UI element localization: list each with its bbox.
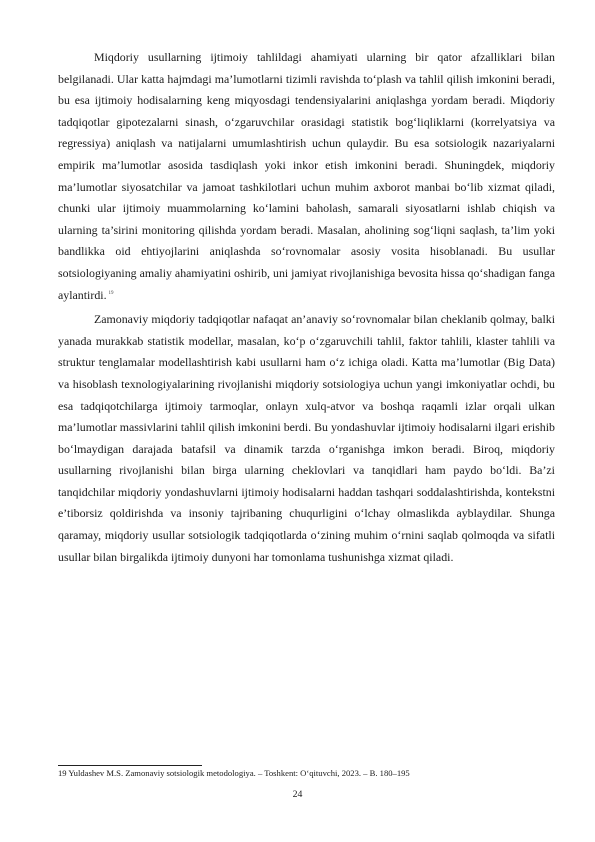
footnote-divider [58, 765, 202, 766]
page-number: 24 [292, 789, 303, 800]
paragraph-2 [58, 309, 555, 568]
footnote-reference[interactable]: 19 [108, 290, 114, 296]
paragraph-2-text: Zamonaviy miqdoriy tadqiqotlar nafaqat an’anaviy so‘rovnomalar bilan cheklanib qolmay, balki yanada murakkab statistik modellar, masalan, ko‘p o‘zgaruvchili tahlil, faktor tahlili, klaster tahlili va struktur tenglamalar modellashtirish kabi usullarni ham o‘z ichiga oladi. Katta ma’lumotlar (Big Data) va hisoblash texnologiyalarining rivojlanishi miqdoriy sotsiologiya uchun yangi imkoniyatlar ochdi, bu esa tadqiqotchilarga ijtimoiy tarmoqlar, onlayn xulq-atvor va boshqa raqamli izlar orqali ulkan ma’lumotlar massivlarini tahlil qilish imkonini berdi. Bu yondashuvlar ijtimoiy hodisalarni ilgari erishib bo‘lmaydigan darajada batafsil va dinamik tarzda o‘rganishga imkon beradi. Biroq, miqdoriy usullarning rivojlanishi bilan birga ularning cheklovlari va tanqidlari ham paydo bo‘ldi. Ba’zi tanqidchilar miqdoriy yondashuvlarni ijtimoiy hodisalarni haddan tashqari soddalashtirishda, kontekstni e’tiborsiz qoldirishda va insoniy tajribaning chuqurligini o‘lchay olmaslikda ayblaydilar. Shunga qaramay, miqdoriy usullar sotsiologik tadqiqotlarda o‘zining muhim o‘rnini saqlab qolmoqda va sifatli usullar bilan birgalikda ijtimoiy dunyoni har tomonlama tushunishga xizmat qiladi. [58, 312, 555, 564]
document-body [58, 47, 555, 568]
footnote-text: 19 Yuldashev M.S. Zamonaviy sotsiologik metodologiya. – Toshkent: O‘qituvchi, 2023. – B. 180–195 [58, 768, 410, 778]
paragraph-1-text: Miqdoriy usullarning ijtimoiy tahlildagi ahamiyati ularning bir qator afzalliklari bilan belgilanadi. Ular katta hajmdagi ma’lumotlarni tizimli ravishda to‘plash va tahlil qilish imkonini beradi, bu esa ijtimoiy hodisalarning keng miqyosdagi tendensiyalarini aniqlashga yordam beradi. Miqdoriy tadqiqotlar gipotezalarni sinash, o‘zgaruvchilar orasidagi statistik bog‘liqliklarni (korrelyatsiya va regressiya) aniqlash va natijalarni umumlashtirish uchun qulaydir. Bu esa sotsiologik nazariyalarni empirik ma’lumotlar asosida tasdiqlash yoki inkor etish imkonini beradi. Shuningdek, miqdoriy ma’lumotlar siyosatchilar va jamoat tashkilotlari uchun muhim axborot manbai bo‘lib xizmat qiladi, chunki ular ijtimoiy muammolarning ko‘lamini baholash, samarali siyosatlarni ishlab chiqish va ularning ta’sirini monitoring qilishda yordam beradi. Masalan, aholining sog‘liqni saqlash, ta’lim yoki bandlikka oid ehtiyojlarini aniqlashda so‘rovnomalar asosiy vosita hisoblanadi. Bu usullar sotsiologiyaning amaliy ahamiyatini oshirib, uni jamiyat rivojlanishiga bevosita hissa qo‘shadigan fanga aylantirdi. [58, 50, 556, 302]
paragraph-1 [58, 47, 555, 306]
